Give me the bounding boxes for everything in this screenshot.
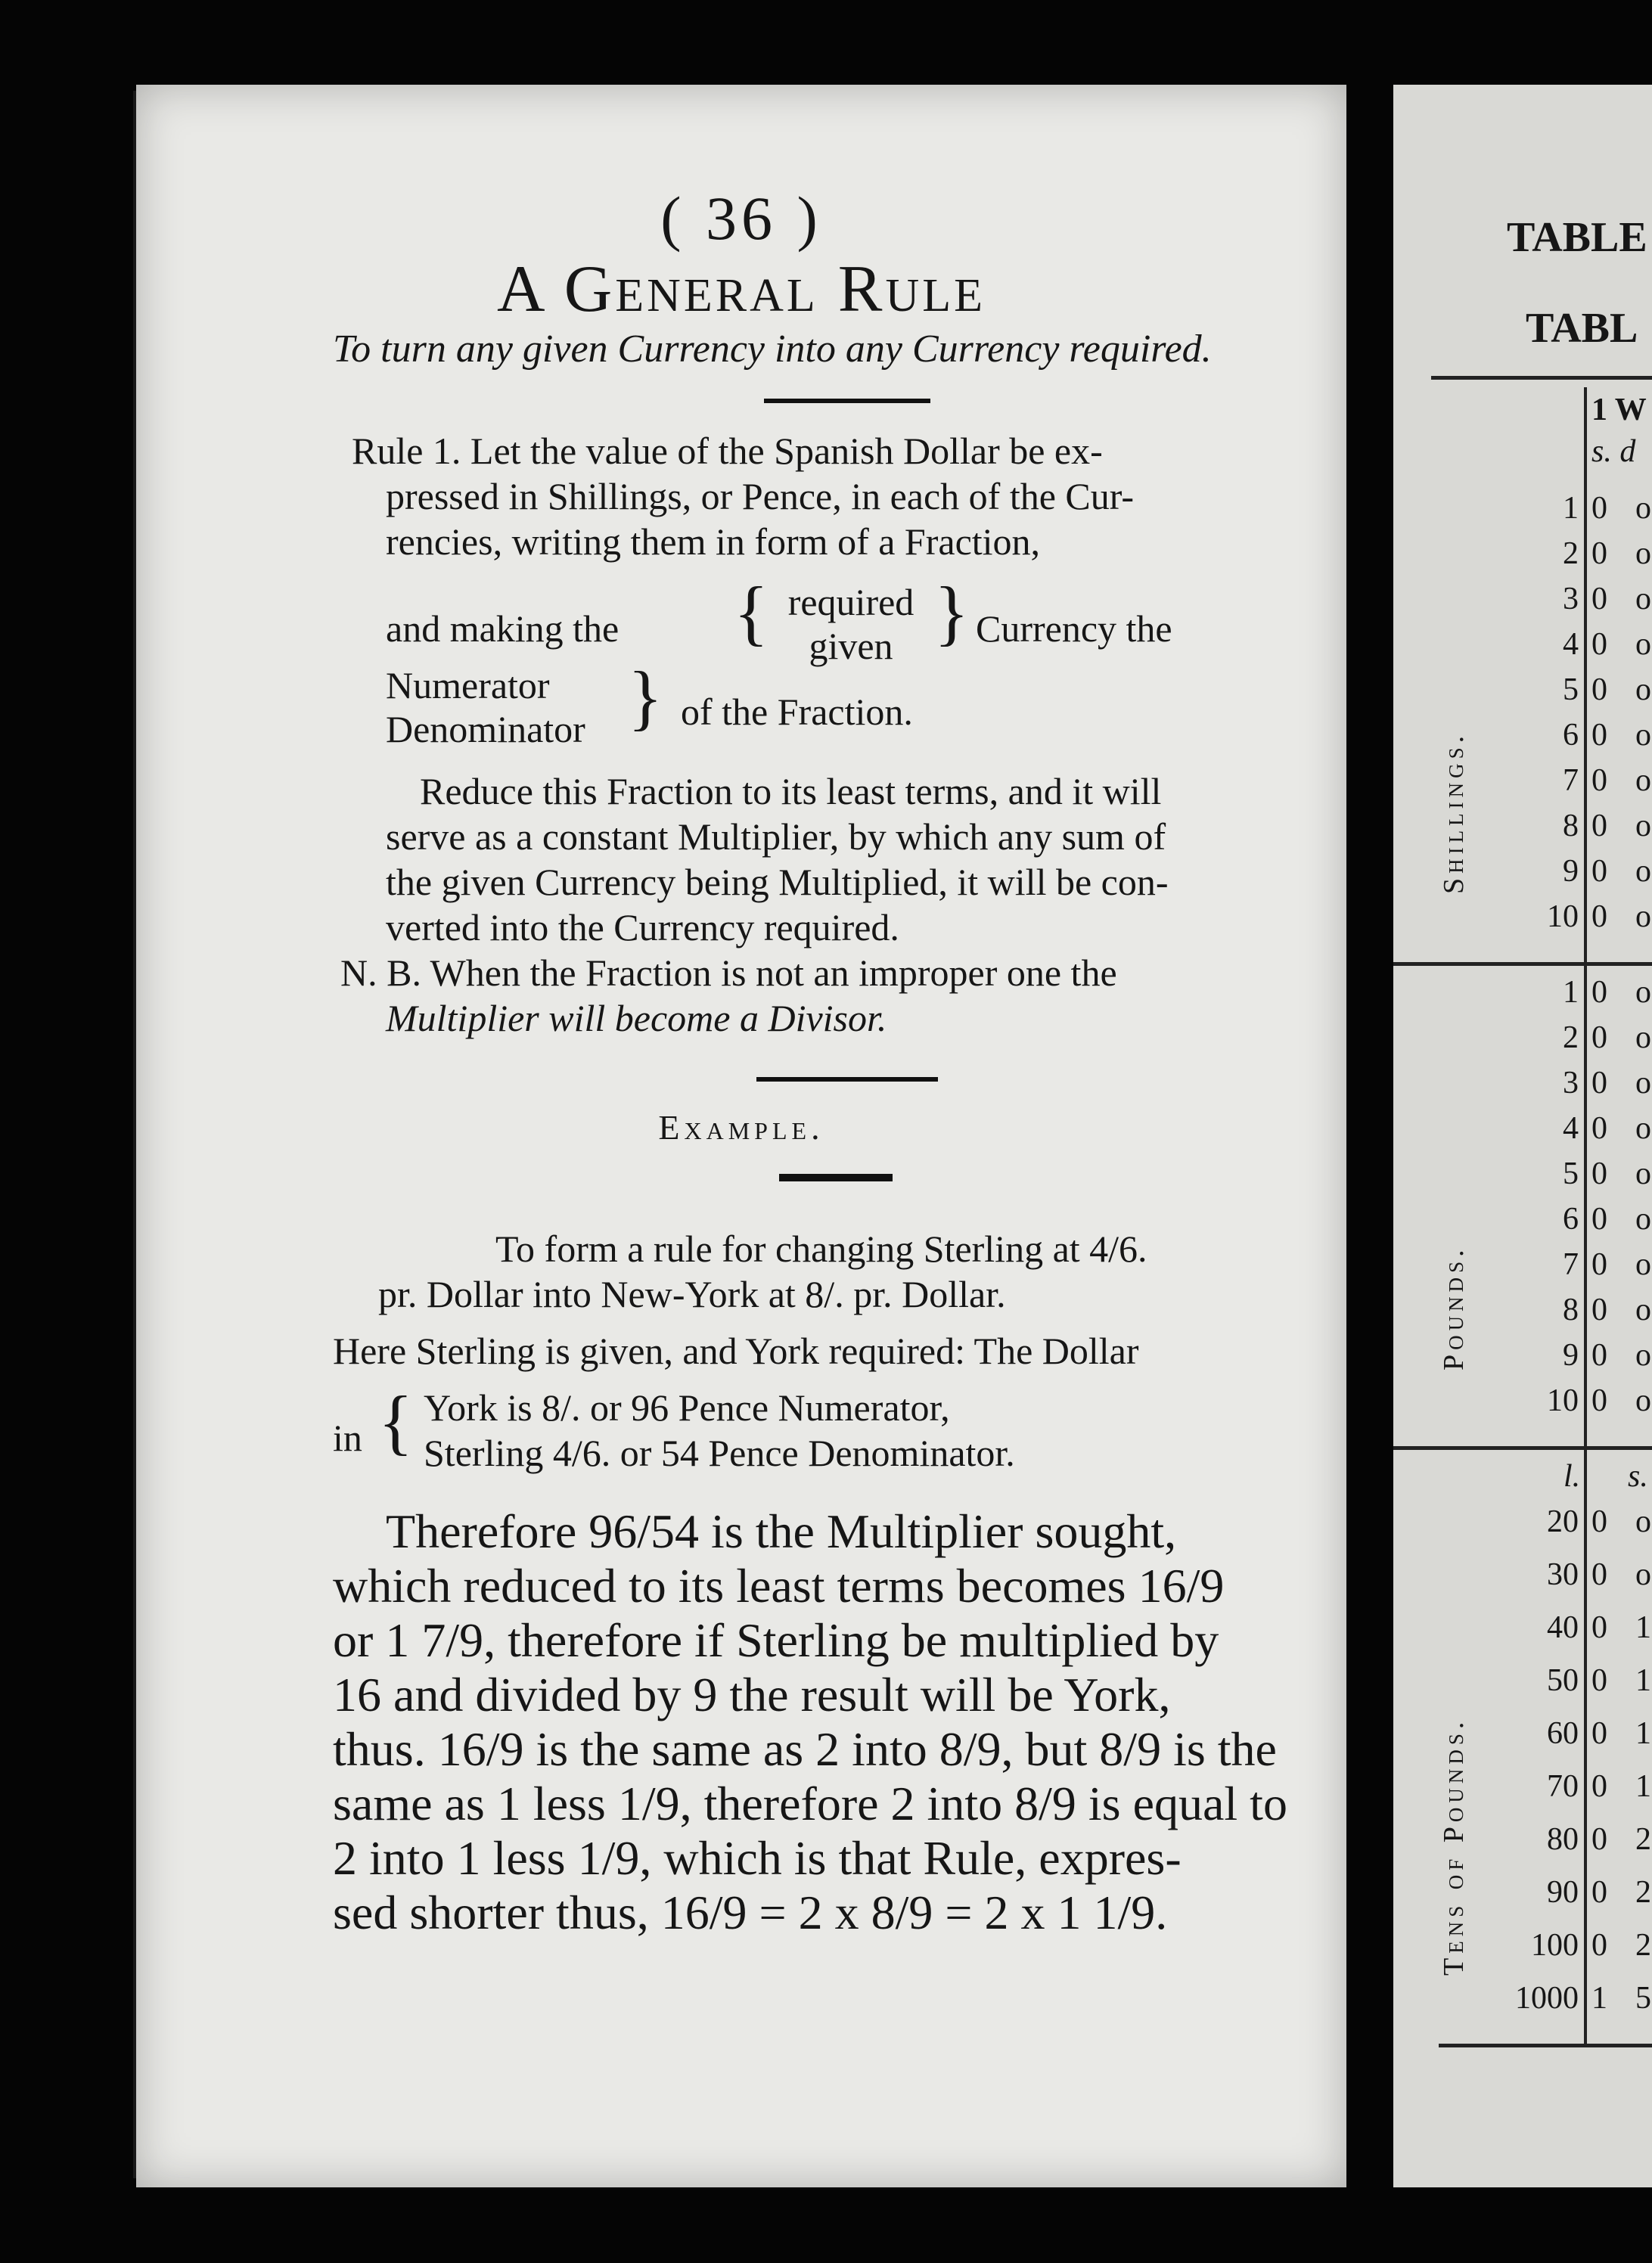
divider: [764, 399, 930, 403]
table-cell: 0: [1591, 1066, 1607, 1100]
table-cell: 0: [1591, 1504, 1607, 1539]
table-cell: 1: [1635, 1769, 1651, 1804]
table-cell: 0: [1591, 1610, 1607, 1645]
table-cell: o: [1635, 854, 1651, 889]
nb-line: N. B. When the Fraction is not an improper one the: [340, 951, 1117, 994]
table-cell: o: [1635, 1293, 1651, 1327]
page-subtitle: To turn any given Currency into any Currency required.: [333, 327, 1212, 371]
column-header: s.: [1628, 1459, 1648, 1494]
table-cell: 10: [1547, 899, 1579, 934]
table-cell: 0: [1591, 1338, 1607, 1373]
table-cell: 0: [1591, 854, 1607, 889]
brace1-post: Currency the: [976, 607, 1172, 650]
explanation-line: or 1 7/9, therefore if Sterling be multiplied by: [333, 1613, 1219, 1667]
table-cell: 5: [1635, 1981, 1651, 2016]
reduce-line: the given Currency being Multiplied, it will be con-: [386, 861, 1169, 903]
page-title: A General Rule: [497, 253, 986, 326]
table-cell: 0: [1591, 718, 1607, 753]
reduce-line: verted into the Currency required.: [386, 906, 899, 948]
table-cell: o: [1635, 763, 1651, 798]
table-cell: 1: [1635, 1716, 1651, 1751]
example-heading: Example.: [658, 1108, 824, 1147]
table-cell: 1: [1563, 975, 1579, 1010]
table-cell: 6: [1563, 718, 1579, 753]
table-cell: o: [1635, 1020, 1651, 1055]
column-header: s. d: [1591, 434, 1636, 469]
table-cell: 60: [1547, 1716, 1579, 1751]
table-cell: 5: [1563, 672, 1579, 707]
column-header: 1 W: [1591, 393, 1647, 427]
table-cell: o: [1635, 809, 1651, 843]
table-cell: 0: [1591, 1716, 1607, 1751]
brace3-bottom: Sterling 4/6. or 54 Pence Denominator.: [424, 1432, 1015, 1474]
table-cell: o: [1635, 1202, 1651, 1237]
table-cell: 0: [1591, 582, 1607, 616]
table-cell: 100: [1531, 1928, 1579, 1963]
nb-line: Multiplier will become a Divisor.: [386, 997, 887, 1039]
page-number: ( 36 ): [660, 184, 822, 253]
table-cell: 40: [1547, 1610, 1579, 1645]
table-cell: o: [1635, 491, 1651, 526]
table-cell: 1: [1563, 491, 1579, 526]
brace1-top: required: [787, 581, 914, 623]
table-cell: o: [1635, 975, 1651, 1010]
table-cell: 80: [1547, 1822, 1579, 1857]
brace3-pre: in: [333, 1417, 362, 1459]
table-cell: 2: [1635, 1875, 1651, 1910]
table-cell: 3: [1563, 582, 1579, 616]
table-cell: 0: [1591, 1928, 1607, 1963]
table-title: TABL: [1526, 305, 1638, 352]
table-cell: 4: [1563, 627, 1579, 662]
table-cell: o: [1635, 536, 1651, 571]
table-cell: 0: [1591, 1383, 1607, 1418]
table-cell: o: [1635, 1111, 1651, 1146]
brace-open: {: [378, 1381, 414, 1462]
reduce-line: serve as a constant Multiplier, by which any sum of: [386, 815, 1166, 858]
table-cell: 0: [1591, 763, 1607, 798]
table-cell: o: [1635, 1383, 1651, 1418]
table-cell: 0: [1591, 1557, 1607, 1592]
table-cell: 0: [1591, 975, 1607, 1010]
table-cell: 6: [1563, 1202, 1579, 1237]
rule1-line: pressed in Shillings, or Pence, in each of the Cur-: [386, 475, 1135, 517]
table-cell: 0: [1591, 491, 1607, 526]
explanation-line: sed shorter thus, 16/9 = 2 x 8/9 = 2 x 1 1/9.: [333, 1886, 1168, 1939]
table-cell: 0: [1591, 536, 1607, 571]
table-cell: o: [1635, 1338, 1651, 1373]
table-cell: 9: [1563, 854, 1579, 889]
table-cell: 2: [1563, 1020, 1579, 1055]
table-cell: 0: [1591, 627, 1607, 662]
brace2-post: of the Fraction.: [681, 691, 913, 733]
table-rule: [1439, 2044, 1652, 2047]
divider: [756, 1077, 938, 1082]
left-page: [136, 85, 1346, 2187]
table-cell: 4: [1563, 1111, 1579, 1146]
table-cell: 0: [1591, 1020, 1607, 1055]
table-cell: o: [1635, 1504, 1651, 1539]
table-rule: [1393, 1446, 1652, 1450]
brace1-bottom: given: [809, 625, 893, 667]
table-title: TABLE: [1507, 214, 1647, 261]
table-cell: 20: [1547, 1504, 1579, 1539]
table-cell: 0: [1591, 1247, 1607, 1282]
table-cell: 1: [1635, 1610, 1651, 1645]
table-cell: 2: [1635, 1822, 1651, 1857]
brace-open: {: [734, 572, 769, 653]
table-cell: o: [1635, 627, 1651, 662]
divider: [779, 1174, 893, 1181]
explanation-line: same as 1 less 1/9, therefore 2 into 8/9 is equal to: [333, 1777, 1287, 1830]
table-cell: 0: [1591, 1293, 1607, 1327]
table-cell: o: [1635, 672, 1651, 707]
table-cell: 5: [1563, 1156, 1579, 1191]
explanation-line: Therefore 96/54 is the Multiplier sought,: [386, 1504, 1177, 1558]
brace1-pre: and making the: [386, 607, 620, 650]
table-cell: o: [1635, 1557, 1651, 1592]
table-cell: 0: [1591, 672, 1607, 707]
table-cell: 0: [1591, 1822, 1607, 1857]
example-line: pr. Dollar into New-York at 8/. pr. Dollar.: [378, 1273, 1006, 1315]
table-cell: 0: [1591, 1769, 1607, 1804]
table-cell: o: [1635, 899, 1651, 934]
brace-close: }: [934, 572, 970, 653]
column-header: l.: [1564, 1459, 1581, 1494]
explanation-line: thus. 16/9 is the same as 2 into 8/9, but 8/9 is the: [333, 1722, 1277, 1776]
table-rule: [1393, 962, 1652, 966]
example-line: Here Sterling is given, and York required: The Dollar: [333, 1330, 1139, 1372]
table-cell: 8: [1563, 1293, 1579, 1327]
example-line: To form a rule for changing Sterling at 4/6.: [495, 1228, 1147, 1270]
rule1-line: Rule 1. Let the value of the Spanish Dollar be ex-: [352, 430, 1103, 472]
table-cell: 9: [1563, 1338, 1579, 1373]
table-cell: 8: [1563, 809, 1579, 843]
table-cell: 0: [1591, 1875, 1607, 1910]
table-cell: o: [1635, 718, 1651, 753]
table-cell: 0: [1591, 1663, 1607, 1698]
table-cell: 50: [1547, 1663, 1579, 1698]
table-cell: 2: [1563, 536, 1579, 571]
explanation-line: 2 into 1 less 1/9, which is that Rule, expres-: [333, 1831, 1182, 1885]
table-cell: 1000: [1515, 1981, 1579, 2016]
section-label: Shillings.: [1438, 731, 1470, 894]
explanation-line: 16 and divided by 9 the result will be York,: [333, 1668, 1171, 1721]
table-cell: 10: [1547, 1383, 1579, 1418]
brace-close: }: [628, 657, 663, 737]
brace3-top: York is 8/. or 96 Pence Numerator,: [424, 1386, 950, 1429]
table-cell: 0: [1591, 1156, 1607, 1191]
table-cell: 30: [1547, 1557, 1579, 1592]
table-cell: 2: [1635, 1928, 1651, 1963]
rule1-line: rencies, writing them in form of a Fraction,: [386, 520, 1041, 563]
table-cell: 7: [1563, 1247, 1579, 1282]
table-cell: o: [1635, 582, 1651, 616]
right-page: [1393, 85, 1652, 2187]
table-cell: o: [1635, 1156, 1651, 1191]
section-label: Tens of Pounds.: [1438, 1717, 1470, 1976]
table-cell: o: [1635, 1066, 1651, 1100]
table-cell: 0: [1591, 1111, 1607, 1146]
table-cell: 90: [1547, 1875, 1579, 1910]
table-column-rule: [1584, 387, 1587, 2044]
table-cell: o: [1635, 1247, 1651, 1282]
table-cell: 0: [1591, 809, 1607, 843]
brace2-bottom: Denominator: [386, 708, 585, 750]
reduce-line: Reduce this Fraction to its least terms, and it will: [420, 770, 1162, 812]
table-cell: 3: [1563, 1066, 1579, 1100]
table-cell: 1: [1591, 1981, 1607, 2016]
table-cell: 70: [1547, 1769, 1579, 1804]
table-rule: [1431, 376, 1652, 380]
table-cell: 0: [1591, 899, 1607, 934]
brace2-top: Numerator: [386, 664, 550, 706]
table-cell: 1: [1635, 1663, 1651, 1698]
table-cell: 7: [1563, 763, 1579, 798]
table-cell: 0: [1591, 1202, 1607, 1237]
section-label: Pounds.: [1438, 1245, 1470, 1371]
explanation-line: which reduced to its least terms becomes 16/9: [333, 1559, 1225, 1613]
